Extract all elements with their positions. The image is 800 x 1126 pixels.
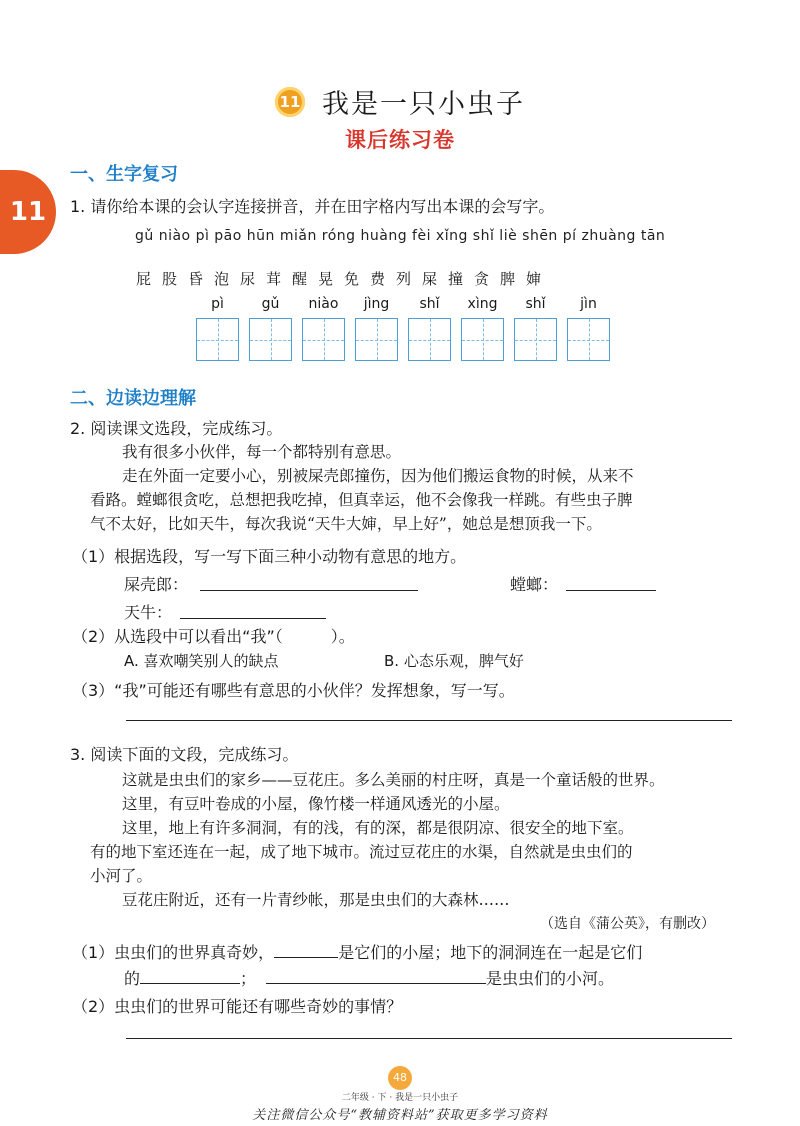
label-shikelang: 屎壳郎： [124, 575, 189, 594]
grid-pinyin-4: jìng [363, 296, 390, 312]
question-3-2: （2）虫虫们的世界可能还有哪些奇妙的事情？ [72, 997, 403, 1016]
answer-blank-xiaohe[interactable] [266, 969, 486, 984]
passage-source: （选自《蒲公英》，有删改） [540, 916, 715, 932]
page-number: 48 [388, 1066, 412, 1090]
character-row: 屁股昏泡尿茸醒晃免费列屎撞贪脾婶 [136, 270, 553, 288]
question-3-1-line1 [72, 940, 752, 963]
title-row [0, 82, 800, 121]
footer-caption: 二年级 · 下 · 我是一只小虫子 [341, 1093, 459, 1103]
tianzige-cell[interactable] [196, 318, 239, 361]
answer-line-2-3[interactable] [126, 720, 732, 721]
question-3-1-line2 [124, 966, 614, 989]
grid-pinyin-5: shǐ [419, 296, 440, 312]
question-3-1-text-d: ； [240, 969, 257, 988]
passage-line: 看路。螳螂很贪吃，总想把我吃掉，但真幸运，他不会像我一样跳。有些虫子脾 [90, 491, 633, 509]
tianzige-cell[interactable] [249, 318, 292, 361]
grid-pinyin-7: shǐ [525, 296, 546, 312]
passage-line: 这就是虫虫们的家乡——豆花庄。多么美丽的村庄呀，真是一个童话般的世界。 [122, 771, 665, 789]
passage-line: 有的地下室还连在一起，成了地下城市。流过豆花庄的水渠，自然就是虫虫们的 [90, 843, 633, 861]
section-heading-1: 一、生字复习 [70, 164, 178, 185]
tianzige-cell[interactable] [567, 318, 610, 361]
answer-line-3-2[interactable] [126, 1038, 732, 1039]
grid-pinyin-1: pì [211, 296, 224, 312]
question-2-2: （2）从选段中可以看出“我”（ ）。 [72, 627, 355, 646]
side-lesson-tab: 11 [0, 170, 56, 254]
answer-blank-shikelang[interactable] [200, 576, 418, 591]
passage-2 [70, 768, 750, 912]
tianzige-grid [196, 318, 614, 362]
grid-pinyin-8: jìn [580, 296, 597, 312]
question-3-1-text-c: 的 [124, 969, 141, 988]
question-1: 1. 请你给本课的会认字连接拼音，并在田字格内写出本课的会写字。 [70, 197, 555, 216]
tianzige-cell[interactable] [408, 318, 451, 361]
tianzige-cell[interactable] [461, 318, 504, 361]
answer-blank-xiaowu[interactable] [274, 943, 338, 958]
question-2-3: （3）“我”可能还有哪些有意思的小伙伴？发挥想象，写一写。 [72, 681, 515, 700]
passage-line: 豆花庄附近，还有一片青纱帐，那是虫虫们的大森林…… [122, 891, 510, 909]
tianzige-cell[interactable] [302, 318, 345, 361]
question-3-1-text-b: 是它们的小屋；地下的洞洞连在一起是它们 [338, 943, 643, 962]
passage-line: 这里，地上有许多洞洞，有的浅，有的深，都是很阴凉、很安全的地下室。 [122, 819, 634, 837]
option-a[interactable]: A. 喜欢嘲笑别人的缺点 [124, 652, 279, 670]
question-3-1-text-a: （1）虫虫们的世界真奇妙， [72, 943, 275, 962]
passage-line: 我有很多小伙伴，每一个都特别有意思。 [122, 443, 402, 461]
question-2: 2. 阅读课文选段，完成练习。 [70, 419, 283, 438]
tianzige-cell[interactable] [355, 318, 398, 361]
passage-1 [70, 440, 750, 536]
question-3: 3. 阅读下面的文段，完成练习。 [70, 745, 299, 764]
pinyin-row: gǔ niào pì pāo hūn miǎn róng huàng fèi xǐng shǐ liè shēn pí zhuàng tān [135, 228, 666, 244]
answer-blank-tianniu[interactable] [180, 604, 326, 619]
passage-line: 这里，有豆叶卷成的小屋，像竹楼一样通风透光的小屋。 [122, 795, 510, 813]
question-2-1: （1）根据选段，写一写下面三种小动物有意思的地方。 [72, 547, 467, 566]
answer-blank-tanglang[interactable] [566, 576, 656, 591]
question-3-1-text-e: 是虫虫们的小河。 [486, 969, 615, 988]
grid-pinyin-3: niào [308, 296, 339, 312]
grid-pinyin-2: gǔ [261, 296, 280, 312]
passage-line: 走在外面一定要小心，别被屎壳郎撞伤，因为他们搬运食物的时候，从来不 [122, 467, 634, 485]
label-tianniu: 天牛： [124, 603, 173, 622]
option-b[interactable]: B. 心态乐观，脾气好 [384, 652, 524, 670]
passage-line: 小河了。 [90, 867, 153, 885]
label-tanglang: 螳螂： [510, 575, 559, 594]
section-heading-2: 二、边读边理解 [70, 388, 196, 409]
lesson-number-badge: 11 [275, 87, 305, 117]
grid-pinyin-6: xìng [467, 296, 498, 312]
tianzige-cell[interactable] [514, 318, 557, 361]
answer-blank-dixia[interactable] [140, 969, 240, 984]
page-subtitle: 课后练习卷 [345, 128, 455, 152]
footer-ad: 关注微信公众号“教辅资料站”获取更多学习资料 [252, 1108, 548, 1123]
page-title: 我是一只小虫子 [322, 89, 526, 120]
passage-line: 气不太好，比如天牛，每次我说“天牛大婶，早上好”，她总是想顶我一下。 [90, 515, 602, 533]
